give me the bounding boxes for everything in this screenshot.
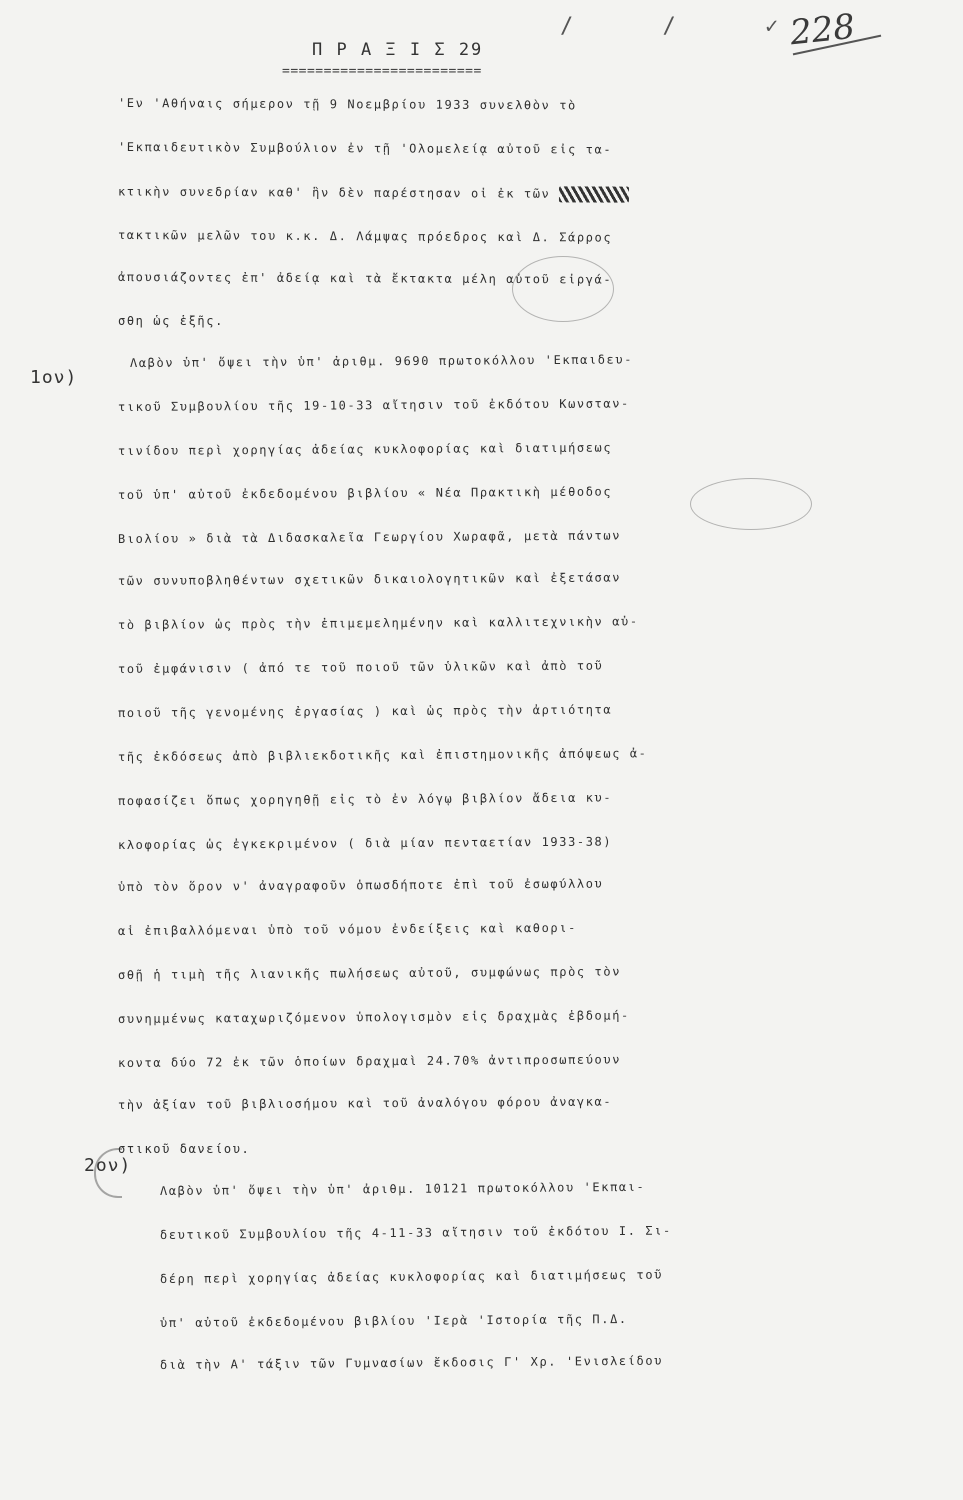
title-underline: ======================== [282,64,482,79]
item-number-2: 2ον) [84,1155,132,1176]
text-line: ἀπουσιάζοντες ἐπ' ἀδείᾳ καὶ τὰ ἔκτακτα μέλη αὐτοῦ εἰργά- [117,270,613,287]
text-line: στικοῦ δανείου. [118,1142,251,1156]
text-line: ὑπὸ τὸν ὅρον ν' ἀναγραφοῦν ὁπωσδήποτε ἐπὶ τοῦ ἐσωφύλλου [117,876,604,894]
text-line: διὰ τὴν Α' τάξιν τῶν Γυμνασίων ἔκδοσις Γ' Χρ. 'Ενισλείδου [159,1353,664,1372]
text-line: κτικὴν συνεδρίαν καθ' ἣν δὲν παρέστησαν οἱ ἐκ τῶν [118,184,963,204]
text-line: τικοῦ Συμβουλίου τῆς 19-10-33 αἴτησιν τοῦ ἐκδότου Κωνσταν- [117,396,630,414]
pen-marks: / / ✓ [560,14,817,39]
text-line: τινίδου περὶ χορηγίας ἀδείας κυκλοφορίας καὶ διατιμήσεως [117,440,613,458]
text-line: ποιοῦ τῆς γενομένης ἐργασίας ) καὶ ὡς πρὸς τὴν ἀρτιότητα [117,702,613,720]
text-line: τῆς ἐκδόσεως ἀπὸ βιβλιεκδοτικῆς καὶ ἐπιστημονικῆς ἀπόψεως ἀ- [117,746,648,764]
text-line: τοῦ ἐμφάνισιν ( ἀπό τε τοῦ ποιοῦ τῶν ὑλικῶν καὶ ἀπὸ τοῦ [117,658,604,676]
folio-number: 228 [788,6,857,54]
text-line: 'Εκπαιδευτικὸν Συμβούλιον ἐν τῇ 'Ολομελείᾳ αὐτοῦ εἰς τα- [117,140,613,157]
text-line: τακτικῶν μελῶν του κ.κ. Δ. Λάμψας πρόεδρος καὶ Δ. Σάρρος [117,228,613,245]
text-line: σθη ὡς ἑξῆς. [118,314,224,328]
text-line: 'Εν 'Αθήναις σήμερον τῇ 9 Νοεμβρίου 1933 συνελθὸν τὸ [117,96,577,113]
item-number-1: 1ον) [30,367,78,388]
text-line: τῶν συνυποβληθέντων σχετικῶν δικαιολογητικῶν καὶ ἐξετάσαν [117,570,622,588]
text-line: τὸ βιβλίον ὡς πρὸς τὴν ἐπιμεμελημένην καὶ καλλιτεχνικὴν αὐ- [117,614,639,632]
text-line: δευτικοῦ Συμβουλίου τῆς 4-11-33 αἴτησιν τοῦ ἐκδότου Ι. Σι- [159,1223,672,1242]
page-title: Π Ρ Α Ξ Ι Σ 29 [312,40,484,60]
text-line: Βιολίου » διὰ τὰ Διδασκαλεῖα Γεωργίου Χωραφᾶ, μετὰ πάντων [117,528,622,546]
text-line: αἱ ἐπιβαλλόμεναι ὑπὸ τοῦ νόμου ἐνδείξεις καὶ καθορι- [117,920,577,938]
text-line: συνημμένως καταχωριζόμενον ὑπολογισμὸν εἰς δραχμὰς ἑβδομή- [117,1008,630,1026]
text-line: Λαβὸν ὑπ' ὄψει τὴν ὑπ' ἀριθμ. 9690 πρωτοκόλλου 'Εκπαιδευ- [129,352,634,370]
struck-out-word [559,186,629,202]
text-line: Λαβὸν ὑπ' ὄψει τὴν ὑπ' ἀριθμ. 10121 πρωτοκόλλου 'Εκπαι- [159,1179,646,1198]
text-line: ποφασίζει ὅπως χορηγηθῇ εἰς τὸ ἐν λόγῳ βιβλίον ἄδεια κυ- [117,790,613,808]
text-line: τὴν ἀξίαν τοῦ βιβλιοσήμου καὶ τοῦ ἀναλόγου φόρου ἀναγκα- [117,1094,613,1112]
text-line: ὑπ' αὐτοῦ ἐκδεδομένου βιβλίου 'Ιερὰ 'Ιστορία τῆς Π.Δ. [159,1311,628,1330]
text-line: δέρη περὶ χορηγίας ἀδείας κυκλοφορίας καὶ διατιμήσεως τοῦ [159,1267,664,1286]
text-line: τοῦ ὑπ' αὐτοῦ ἐκδεδομένου βιβλίου « Νέα Πρακτικὴ μέθοδος [117,484,613,502]
pencil-circle-mark [512,256,614,322]
text-line: κλοφορίας ὡς ἐγκεκριμένον ( διὰ μίαν πενταετίαν 1933-38) [117,834,613,852]
text-line: σθῇ ἡ τιμὴ τῆς λιανικῆς πωλήσεως αὐτοῦ, συμφώνως πρὸς τὸν [117,964,622,982]
text-line: κοντα δύο 72 ἐκ τῶν ὁποίων δραχμαὶ 24.70% ἀντιπροσωπεύουν [117,1052,622,1070]
